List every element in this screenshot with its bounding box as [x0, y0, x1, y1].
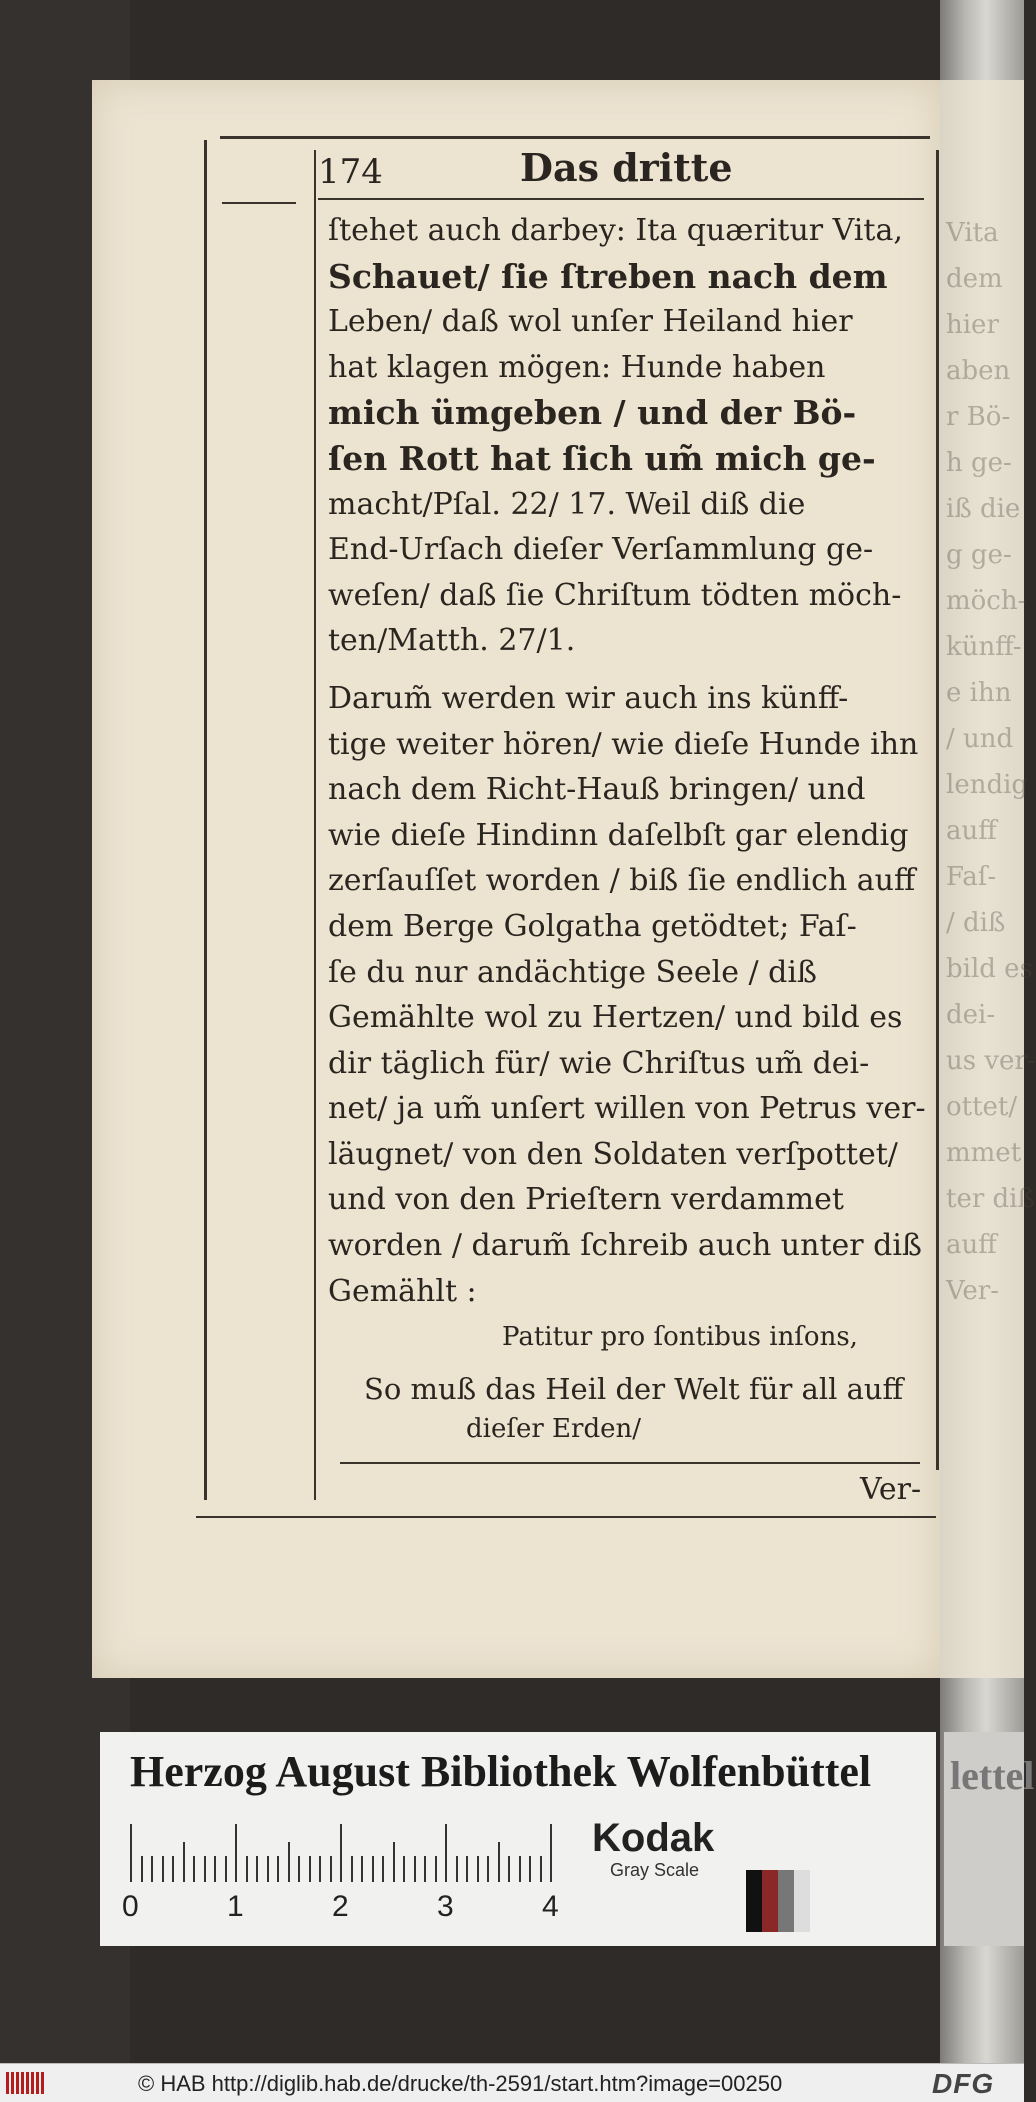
bleed-line: Vita: [946, 218, 999, 248]
text-line: Darum̃ werden wir auch ins künff-: [328, 680, 849, 716]
ruler-tick: [529, 1856, 531, 1882]
bleed-line: ter diß: [946, 1184, 1035, 1214]
bleed-line: mmet: [946, 1138, 1022, 1168]
head-underline: [318, 198, 924, 200]
bleed-line: / und: [946, 724, 1014, 754]
ruler-tick: [519, 1856, 521, 1882]
gray-swatch-dark: [762, 1870, 778, 1932]
ruler-number: 0: [122, 1890, 139, 1923]
bleed-line: auff: [946, 1230, 997, 1260]
ruler-tick: [550, 1824, 552, 1882]
left-margin-rule-inner: [314, 150, 316, 1500]
text-line: worden / darum̃ ſchreib auch unter diß: [328, 1228, 922, 1264]
bleed-line: h ge-: [946, 448, 1012, 478]
text-line: zerſauſſet worden / biß ſie endlich auff: [328, 863, 916, 899]
ruler-tick: [414, 1856, 416, 1882]
text-line: wie dieſe Hindinn daſelbſt gar elendig: [328, 817, 909, 853]
footer-copyright-link[interactable]: © HAB http://diglib.hab.de/drucke/th-2591/start.htm?image=00250: [138, 2071, 783, 2096]
color-calibration-bar: [100, 1732, 936, 1946]
top-rule: [220, 136, 930, 139]
right-margin-rule: [936, 150, 939, 1470]
ruler-tick: [246, 1856, 248, 1882]
paragraph-gap: [328, 664, 934, 676]
ruler-tick: [172, 1856, 174, 1882]
ruler-tick: [204, 1856, 206, 1882]
ruler-tick: [424, 1856, 426, 1882]
ruler-tick: [435, 1856, 437, 1882]
text-line: End-Urſach dieſer Verſammlung ge-: [328, 532, 874, 568]
ruler-tick: [256, 1856, 258, 1882]
text-line: hat klagen mögen: Hunde haben: [328, 349, 826, 385]
ruler-tick: [193, 1856, 195, 1882]
ruler-tick: [351, 1856, 353, 1882]
ruler-number: 3: [437, 1890, 454, 1923]
ruler-number: 2: [332, 1890, 349, 1923]
ruler-number: 1: [227, 1890, 244, 1923]
ruler-tick: [340, 1824, 342, 1882]
dfg-logo: DFG: [932, 2068, 995, 2099]
ruler-tick: [361, 1856, 363, 1882]
left-margin-rule-outer: [204, 140, 207, 1500]
ruler-tick: [498, 1842, 500, 1882]
bleed-line: künff-: [946, 632, 1022, 662]
bleed-line: lendig: [946, 770, 1029, 800]
ruler-tick: [382, 1856, 384, 1882]
ruler-tick: [130, 1824, 132, 1882]
text-line: Gemählte wol zu Hertzen/ und bild es: [328, 1000, 903, 1036]
bottom-page-rule: [196, 1516, 936, 1518]
text-line: ſtehet auch darbey: Ita quæritur Vita,: [328, 213, 903, 248]
text-line: macht/Pſal. 22/ 17. Weil diß die: [328, 486, 806, 522]
colorbar-edge: [944, 1732, 1035, 1946]
verse-line-1: Patitur pro ſontibus inſons,: [502, 1322, 858, 1352]
bleed-line: auff: [946, 816, 997, 846]
ruler-tick: [372, 1856, 374, 1882]
bleed-line: r Bö-: [946, 402, 1011, 432]
ruler-tick: [466, 1856, 468, 1882]
bleed-line: us ver-: [946, 1046, 1036, 1076]
ruler-tick: [298, 1856, 300, 1882]
ruler-tick: [445, 1824, 447, 1882]
text-line: Gemählt :: [328, 1273, 477, 1309]
body-text: [328, 208, 934, 1314]
ruler-tick: [214, 1856, 216, 1882]
gray-scale-label: Gray Scale: [610, 1860, 700, 1880]
text-line: weſen/ daß ſie Chriſtum tödten möch-: [328, 577, 902, 613]
library-name: Herzog August Bibliothek Wolfenbüttel: [130, 1747, 872, 1796]
footer-bar: [0, 2063, 1024, 2102]
verse-line-2: So muß das Heil der Welt für all auff: [364, 1372, 904, 1406]
running-head: Das dritte: [520, 145, 733, 190]
ruler-tick: [141, 1856, 143, 1882]
text-line: ſe du nur andächtige Seele / diß: [328, 954, 817, 990]
ruler-tick: [487, 1856, 489, 1882]
bleed-line: möch-: [946, 586, 1027, 616]
ruler-tick: [477, 1856, 479, 1882]
bleed-line: ottet/: [946, 1092, 1018, 1122]
colorbar-edge-text: lettel: [950, 1753, 1035, 1798]
ruler-tick: [330, 1856, 332, 1882]
bleed-line: bild es: [946, 954, 1033, 984]
verse-line-3: dieſer Erden/: [466, 1414, 641, 1444]
bleed-line: g ge-: [946, 540, 1012, 570]
text-line: dir täglich für/ wie Chriſtus um̃ dei-: [328, 1045, 870, 1081]
gray-swatch-light: [794, 1870, 810, 1932]
text-line: ten/Matth. 27/1.: [328, 623, 576, 659]
bleed-line: dei-: [946, 1000, 996, 1030]
text-line: dem Berge Golgatha getödtet; Faſ-: [328, 908, 857, 944]
ruler-tick: [162, 1856, 164, 1882]
ruler-tick: [151, 1856, 153, 1882]
hab-logo-icon: [6, 2072, 46, 2094]
text-line: und von den Prieſtern verdammet: [328, 1182, 844, 1218]
ruler-tick: [225, 1856, 227, 1882]
gray-swatch-mid: [778, 1870, 794, 1932]
bleed-line: Faſ-: [946, 862, 997, 892]
ruler-tick: [277, 1856, 279, 1882]
bleed-line: / diß: [946, 908, 1006, 938]
bleed-line: Ver-: [946, 1276, 999, 1306]
margin-dash-left: [222, 202, 296, 204]
kodak-logo: Kodak: [592, 1816, 715, 1860]
text-line: läugnet/ von den Soldaten verſpottet/: [328, 1136, 898, 1172]
text-line: nach dem Richt-Hauß bringen/ und: [328, 772, 866, 808]
gray-swatch-black: [746, 1870, 762, 1932]
bleed-line: dem: [946, 264, 1003, 294]
ruler-tick: [309, 1856, 311, 1882]
scale-ruler: [122, 1822, 560, 1923]
ruler-tick: [267, 1856, 269, 1882]
bleed-line: iß die: [946, 494, 1021, 524]
ruler-tick: [288, 1842, 290, 1882]
facing-page-bleed: [940, 80, 1036, 1678]
text-line: ſen Rott hat ſich um̃ mich ge-: [328, 438, 876, 478]
bottom-text-rule: [340, 1462, 920, 1464]
text-line: Leben/ daß wol unſer Heiland hier: [328, 304, 853, 340]
bleed-line: hier: [946, 310, 999, 340]
ruler-tick: [183, 1842, 185, 1882]
page-number: 174: [318, 152, 383, 192]
text-line: Schauet/ ſie ſtreben nach dem: [328, 256, 888, 296]
catchword: Ver-: [860, 1472, 922, 1507]
text-line: mich ümgeben / und der Bö-: [328, 393, 857, 433]
text-line: tige weiter hören/ wie dieſe Hunde ihn: [328, 726, 919, 762]
ruler-tick: [540, 1856, 542, 1882]
ruler-number: 4: [542, 1890, 559, 1923]
text-line: net/ ja um̃ unſert willen von Petrus ver-: [328, 1091, 926, 1127]
bleed-line: e ihn: [946, 678, 1012, 708]
ruler-tick: [319, 1856, 321, 1882]
ruler-tick: [235, 1824, 237, 1882]
ruler-tick: [403, 1856, 405, 1882]
ruler-tick: [393, 1842, 395, 1882]
ruler-tick: [456, 1856, 458, 1882]
ruler-tick: [508, 1856, 510, 1882]
bleed-line: aben: [946, 356, 1011, 386]
